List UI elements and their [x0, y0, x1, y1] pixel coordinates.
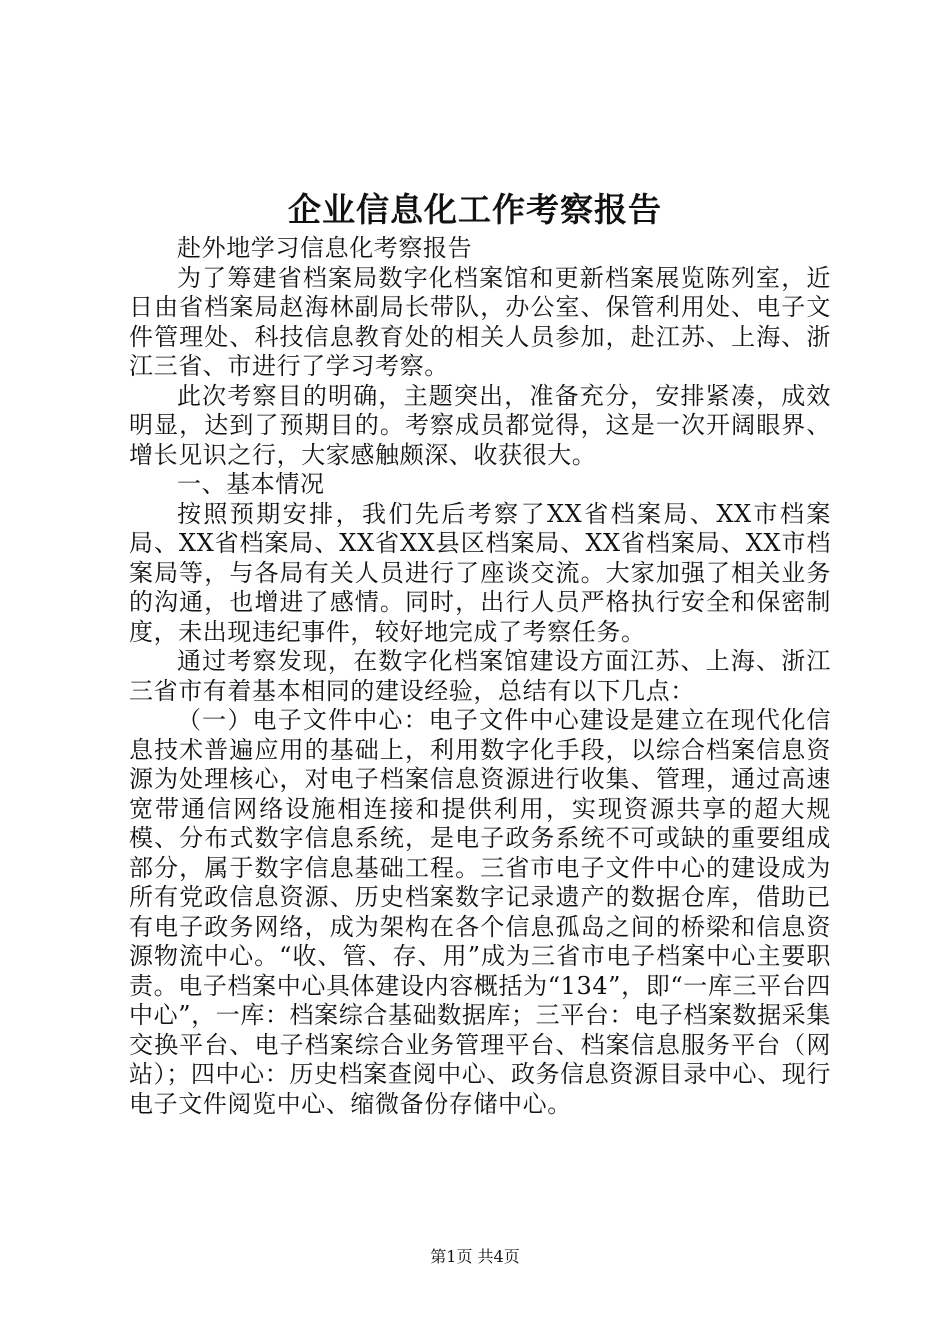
- document-title: 企业信息化工作考察报告: [288, 190, 662, 229]
- page-footer: 第1页 共4页: [430, 1247, 520, 1266]
- paragraph-electronic-center: （一）电子文件中心：电子文件中心建设是建立在现代化信息技术普遍应用的基础上，利用数字化手段，以综合档案信息资源为处理核心，对电子档案信息资源进行收集、管理，通过高速宽带通信网络设施相连接和提供利用，实现资源共享的超大规模、分布式数字信息系统，是电子政务系统不可或缺的重要组成部分，属于数字信息基础工程。三省市电子文件中心的建设成为所有党政信息资源、历史档案数字记录遗产的数据仓库，借助已有电子政务网络，成为架构在各个信息孤岛之间的桥梁和信息资源物流中心。“收、管、存、用”成为三省市电子档案中心主要职责。电子档案中心具体建设内容概括为“134”，即“一库三平台四中心”，一库：档案综合基础数据库；三平台：电子档案数据采集交换平台、电子档案综合业务管理平台、档案信息服务平台（网站）；四中心：历史档案查阅中心、政务信息资源目录中心、现行电子文件阅览中心、缩微备份存储中心。: [129, 706, 831, 1118]
- paragraph-schedule: 按照预期安排，我们先后考察了XX省档案局、XX市档案局、XX省档案局、XX省XX县区档案局、XX省档案局、XX市档案局等，与各局有关人员进行了座谈交流。大家加强了相关业务的沟通，也增进了感情。同时，出行人员严格执行安全和保密制度，未出现违纪事件，较好地完成了考察任务。: [129, 499, 831, 646]
- paragraph-subtitle: 赴外地学习信息化考察报告: [177, 234, 473, 262]
- paragraph-intro: 为了筹建省档案局数字化档案馆和更新档案展览陈列室，近日由省档案局赵海林副局长带队，办公室、保管利用处、电子文件管理处、科技信息教育处的相关人员参加，赴江苏、上海、浙江三省、市进行了学习考察。: [129, 263, 831, 380]
- paragraph-findings: 通过考察发现，在数字化档案馆建设方面江苏、上海、浙江三省市有着基本相同的建设经验，总结有以下几点：: [129, 647, 831, 705]
- paragraph-purpose: 此次考察目的明确，主题突出，准备充分，安排紧凑，成效明显，达到了预期目的。考察成员都觉得，这是一次开阔眼界、增长见识之行，大家感触颇深、收获很大。: [129, 381, 831, 469]
- document-body: [129, 234, 831, 1119]
- section-heading-basic: 一、基本情况: [177, 470, 325, 498]
